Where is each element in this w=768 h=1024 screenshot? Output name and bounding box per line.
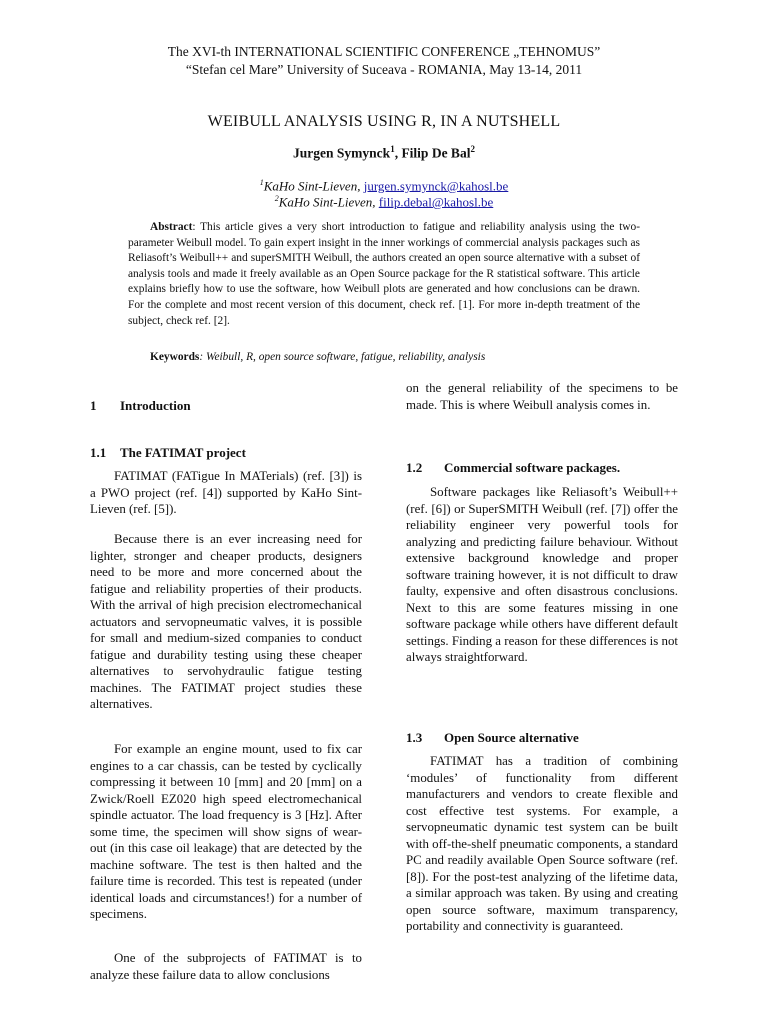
affiliation-2 [0,191,768,209]
keywords-text: : Weibull, R, open source software, fatigue, reliability, analysis [199,351,486,363]
section-heading-1-1 [90,445,246,461]
right-paragraph-2 [406,753,678,935]
paragraph-text: Because there is an ever increasing need for lighter, stronger and cheaper products, designers need to be more and more concerned about the fatigue and reliability properties of their products. With the arrival of high precision electromechanical actuators and servopneumatic valves, it is possible for small and medium-sized companies to conduct fatigue and durability testing using these cheaper alternatives to servohydraulic fatigue testing machines. The FATIMAT project studies these alternatives. [90,532,362,711]
left-paragraph-3 [90,741,362,923]
email-link-2[interactable]: filip.debal@kahosl.be [378,194,494,210]
paragraph-text: For example an engine mount, used to fix car engines to a car chassis, can be tested by cyclically compressing it between 10 [mm] and 20 [mm] on a Zwick/Roell EZ020 high speed electromechanical spindle actuator. The load frequency is 3 [Hz]. After some time, the specimen will show signs of wear-out (in this case oil leakage) that are detected by the machine software. The test is then halted and the failure time is recorded. This test is repeated (under identical loads and circumstances!) for a number of specimens. [90,742,362,921]
keywords-label: Keywords [150,351,200,363]
section-title: Open Source alternative [444,730,579,745]
conference-line-1: The XVI-th INTERNATIONAL SCIENTIFIC CONFERENCE „TEHNOMUS” [167,44,601,59]
section-number: 1.2 [406,460,423,475]
paragraph-text: One of the subprojects of FATIMAT is to analyze these failure data to allow conclusions [90,951,362,982]
section-number: 1 [90,398,97,413]
section-number: 1.3 [406,730,423,745]
left-paragraph-1 [90,468,362,518]
affiliation-1-mark: 1 [259,178,264,187]
affiliation-2-text: KaHo Sint-Lieven, [278,194,379,210]
section-title: Introduction [120,398,191,413]
paragraph-text: FATIMAT has a tradition of combining ‘modules’ of functionality from different manufacturers and vendors to create flexible and cost effective test systems. For example, a servopneumatic dynamic test system can be built with off-the-shelf pneumatic components, a standard PC and readily available Open Source software (ref. [8]). For the post-test analyzing of the lifetime data, a similar approach was taken. By using and creating open source software, maximum transparency, portability and connectivity is guaranteed. [406,754,678,933]
author-list [0,144,768,162]
section-heading-1-2 [406,460,620,476]
author-2: Filip De Bal [401,145,471,161]
paper-title: WEIBULL ANALYSIS USING R, IN A NUTSHELL [207,113,561,130]
affiliation-2-mark: 2 [274,194,279,203]
section-heading-1-3 [406,730,579,746]
author-2-affil-mark: 2 [470,144,475,154]
paragraph-text: Software packages like Reliasoft’s Weibull++ (ref. [6]) or SuperSMITH Weibull (ref. [7]) offer the reliability engineer very powerful tools for analyzing and predicting failure behaviour. Without extensive background knowledge and proper software training however, it is not difficult to draw faulty, expensive and often disastrous conclusions. Next to this are some features missing in one software package while others have different default settings. Finding a reason for these differences is not always straightforward. [406,485,678,664]
abstract-text: : This article gives a very short introduction to fatigue and reliability analysis using the two-parameter Weibull model. To gain expert insight in the inner workings of commercial analysis packages such as Reliasoft’s Weibull++ and superSMITH Weibull, the authors created an open source alternative with a subset of analysis tools and made it freely available as an Open Source package for the R statistical software. This article explains briefly how to use the software, how Weibull plots are generated and how conclusions can be drawn. For the complete and most recent version of this document, check ref. [1]. For more in-depth treatment of the subject, check ref. [2]. [128,221,640,327]
right-paragraph-0 [406,380,678,413]
author-1: Jurgen Symynck [293,145,391,161]
conference-line-2: “Stefan cel Mare” University of Suceava - ROMANIA, May 13-14, 2011 [185,62,583,77]
section-heading-1 [90,398,191,414]
left-paragraph-2 [90,531,362,713]
email-link-1[interactable]: jurgen.symynck@kahosl.be [363,178,509,194]
abstract-label: Abstract [150,221,193,233]
right-paragraph-1 [406,484,678,666]
section-number: 1.1 [90,445,107,460]
left-paragraph-4 [90,950,362,983]
paragraph-text: FATIMAT (FATigue In MATerials) (ref. [3]) is a PWO project (ref. [4]) supported by KaHo Sint-Lieven (ref. [5]). [90,469,362,516]
author-1-affil-mark: 1 [390,144,395,154]
keywords [150,350,650,365]
section-title: Commercial software packages. [444,460,621,475]
paragraph-text: on the general reliability of the specimens to be made. This is where Weibull analysis comes in. [406,381,678,412]
affiliation-1-text: KaHo Sint-Lieven, [263,178,364,194]
author-separator: , [394,145,402,161]
section-title: The FATIMAT project [120,445,246,460]
abstract [128,220,640,329]
